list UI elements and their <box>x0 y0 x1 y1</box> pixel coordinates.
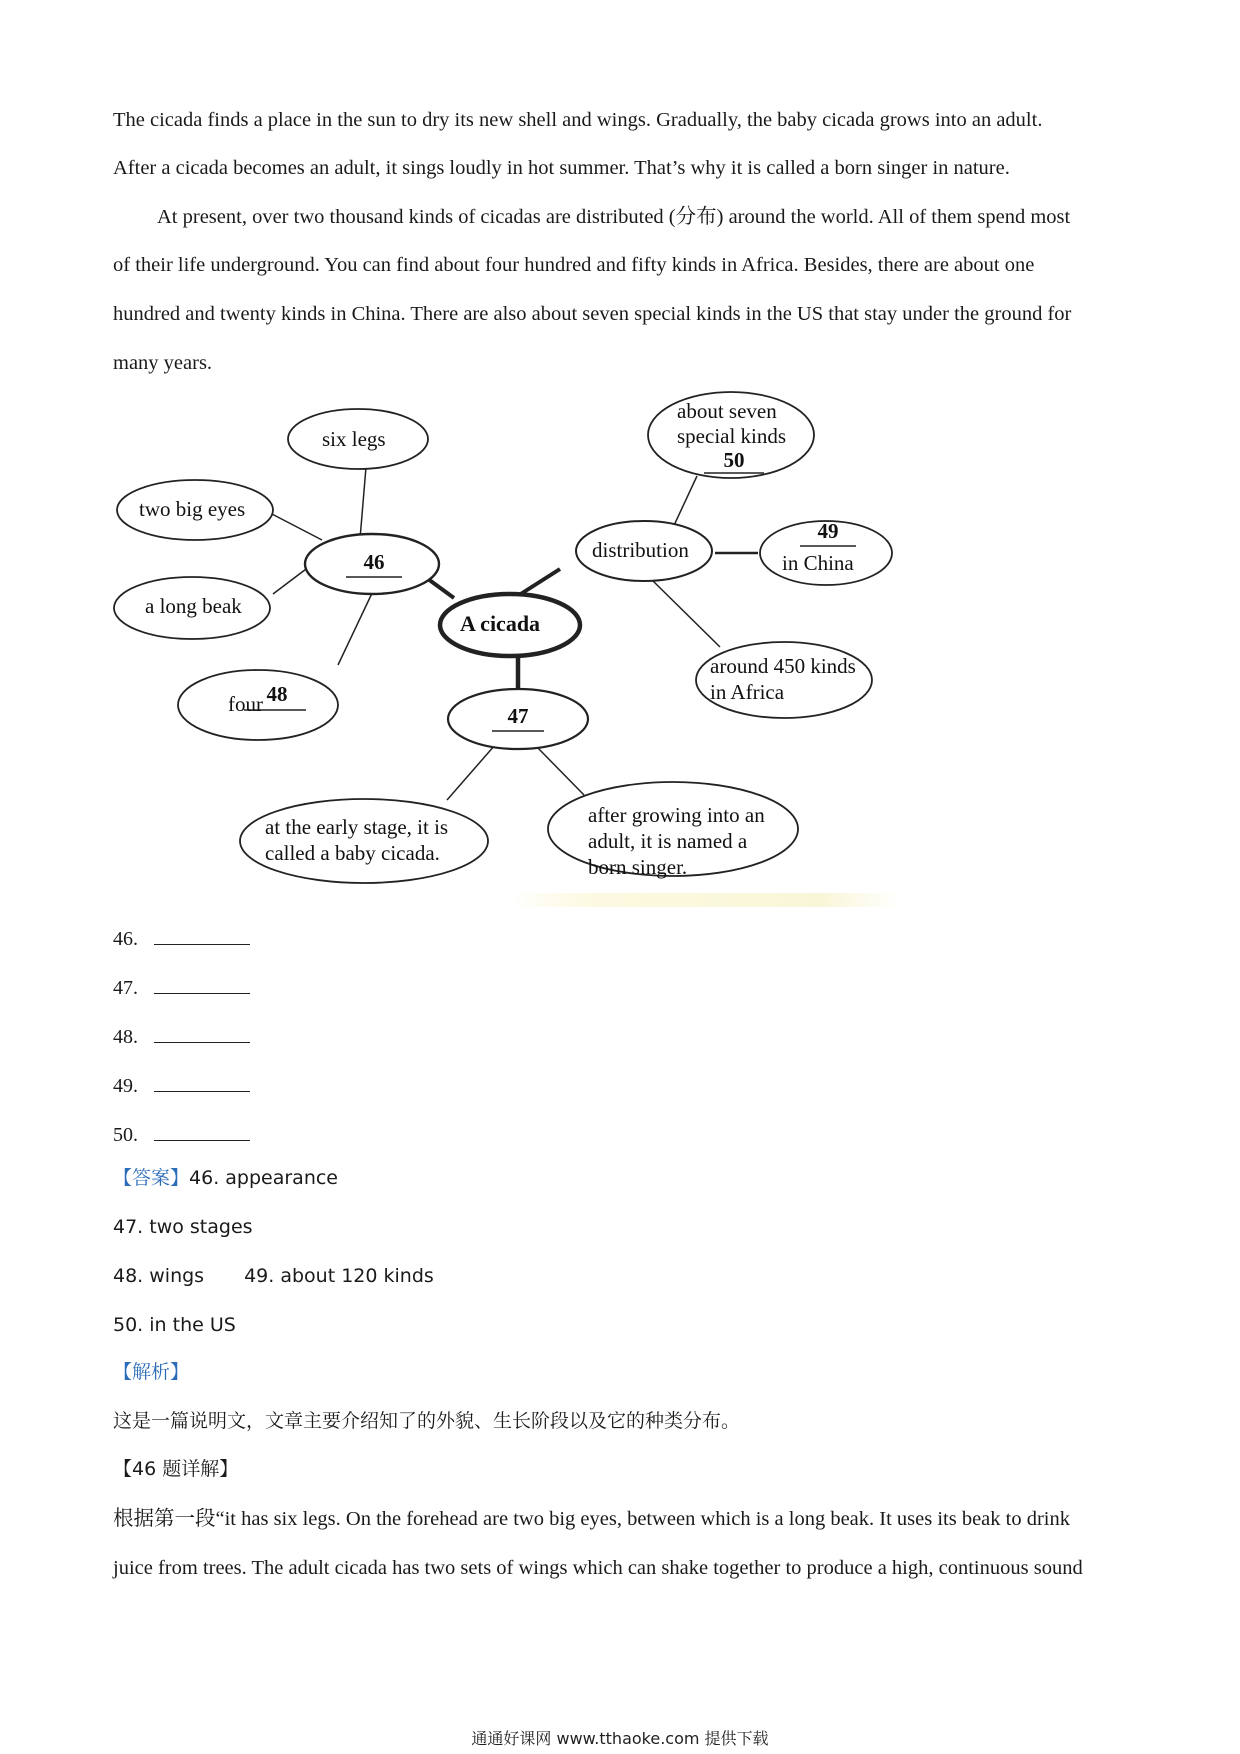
blank-50-number: 50 <box>723 448 745 472</box>
q46-detail-tag: 【46 题详解】 <box>113 1458 239 1480</box>
passage-line-6: many years. <box>113 352 213 374</box>
label-africa-line2: in Africa <box>710 680 785 704</box>
label-early-line2: called a baby cicada. <box>265 841 440 865</box>
answer-blank-47[interactable] <box>154 975 250 994</box>
passage-line-3: At present, over two thousand kinds of cicadas are distributed (分布) around the world. All of them spend most <box>157 206 1071 228</box>
label-center: A cicada <box>460 611 541 636</box>
blank-48-number: 48 <box>266 682 288 706</box>
label-distribution: distribution <box>592 538 689 562</box>
label-us-line2: special kinds <box>677 424 787 448</box>
connector-eyes <box>270 513 322 540</box>
answer-49: 49. about 120 kinds <box>244 1265 434 1287</box>
blank-49-number: 49 <box>817 519 839 543</box>
answer-46: 46. appearance <box>189 1167 339 1189</box>
blank-row-50 <box>113 1122 250 1148</box>
label-early-line1: at the early stage, it is <box>265 815 449 839</box>
connector-early <box>447 745 495 800</box>
connector-four <box>338 589 374 665</box>
q46-detail-line-2: juice from trees. The adult cicada has two sets of wings which can shake together to produce a high, continuous sound <box>113 1557 1083 1579</box>
answer-50: 50. in the US <box>113 1314 236 1336</box>
blank-row-48 <box>113 1024 250 1050</box>
footer-source: 通通好课网 www.tthaoke.com 提供下载 <box>471 1729 769 1748</box>
label-adult-line3: born singer. <box>588 855 688 879</box>
blank-label: 48. <box>113 1026 138 1048</box>
passage-line-1: The cicada finds a place in the sun to dry its new shell and wings. Gradually, the baby cicada grows into an adult. <box>113 109 1043 131</box>
blank-row-49 <box>113 1073 250 1099</box>
passage-line-4: of their life underground. You can find about four hundred and fifty kinds in Africa. Besides, there are about one <box>113 254 1035 276</box>
blank-label: 46. <box>113 928 138 950</box>
blank-row-46 <box>113 926 250 952</box>
label-long-beak: a long beak <box>145 594 242 618</box>
connector-adult <box>535 745 584 795</box>
blank-label: 47. <box>113 977 138 999</box>
label-africa-line1: around 450 kinds <box>710 654 856 678</box>
connector-africa <box>651 579 720 647</box>
blank-row-47 <box>113 975 250 1001</box>
label-adult-line1: after growing into an <box>588 803 765 827</box>
passage-line-2: After a cicada becomes an adult, it sings loudly in hot summer. That’s why it is called a born singer in nature. <box>113 157 1010 179</box>
scan-artifact <box>510 893 900 907</box>
mind-map-lines <box>110 385 910 915</box>
q46-detail-line-1: 根据第一段“it has six legs. On the forehead are two big eyes, between which is a long beak. It uses its beak to drink <box>113 1508 1071 1530</box>
blank-46-number: 46 <box>363 550 385 574</box>
answer-blank-48[interactable] <box>154 1024 250 1043</box>
connector-legs <box>360 467 366 539</box>
blank-label: 49. <box>113 1075 138 1097</box>
connector-appearance-center <box>428 579 454 598</box>
analysis-tag: 【解析】 <box>113 1361 190 1383</box>
label-us-line1: about seven <box>677 399 777 423</box>
cicada-mind-map <box>110 385 910 915</box>
label-two-big-eyes: two big eyes <box>139 497 246 521</box>
label-four: four <box>228 692 263 716</box>
analysis-summary: 这是一篇说明文，文章主要介绍知了的外貌、生长阶段以及它的种类分布。 <box>113 1410 741 1432</box>
label-six-legs: six legs <box>322 427 386 451</box>
answer-47: 47. two stages <box>113 1216 253 1238</box>
answer-blank-46[interactable] <box>154 926 250 945</box>
answer-line-3 <box>113 1263 434 1289</box>
answer-blank-49[interactable] <box>154 1073 250 1092</box>
answer-48: 48. wings <box>113 1265 205 1287</box>
answer-blank-50[interactable] <box>154 1122 250 1141</box>
answer-tag: 【答案】 <box>113 1167 190 1189</box>
label-china: in China <box>782 551 854 575</box>
answer-line-1 <box>113 1165 338 1191</box>
passage-line-5: hundred and twenty kinds in China. There are also about seven special kinds in the US that stay under the ground for <box>113 303 1072 325</box>
blank-label: 50. <box>113 1124 138 1146</box>
label-adult-line2: adult, it is named a <box>588 829 748 853</box>
blank-47-number: 47 <box>507 704 529 728</box>
